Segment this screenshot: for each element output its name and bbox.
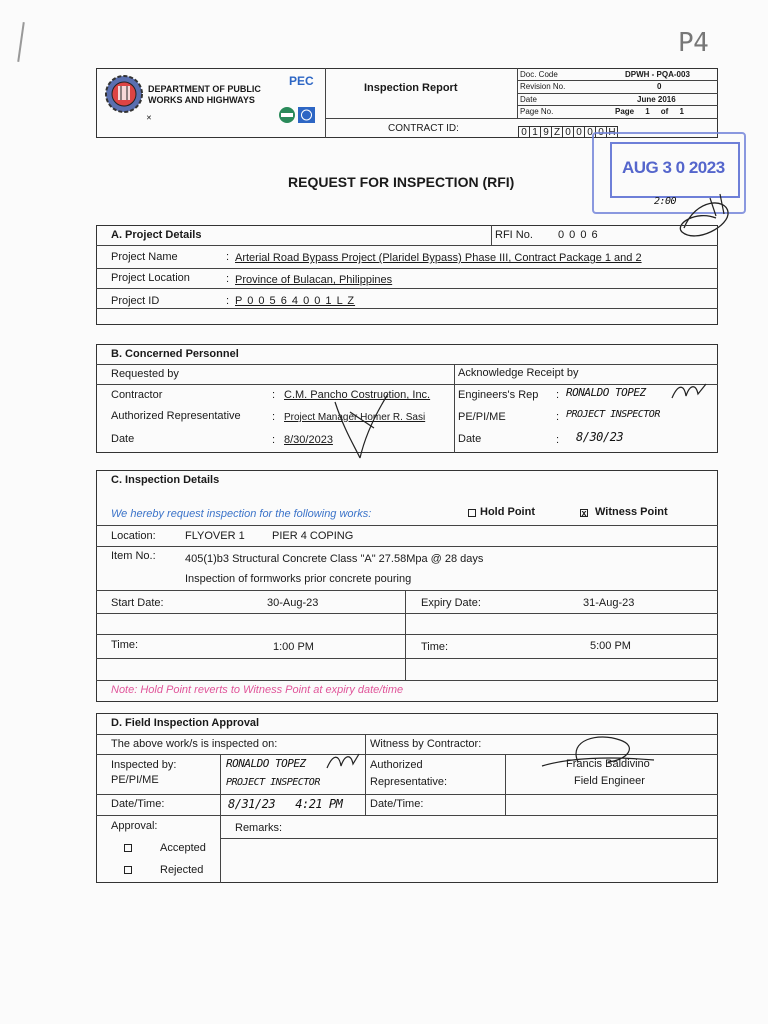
- item-no-value: 405(1)b3 Structural Concrete Class "A" 27.58Mpa @ 28 days: [185, 553, 484, 565]
- contract-id-digit: 0: [573, 126, 585, 138]
- hold-point-label: Hold Point: [480, 506, 535, 518]
- ack-date-label: Date: [458, 433, 482, 445]
- colon: :: [226, 251, 230, 263]
- dept-name-line2: WORKS AND HIGHWAYS: [148, 95, 255, 105]
- revision-value: 0: [657, 82, 662, 91]
- datetime-value: 8/31/23 4:21 PM: [228, 797, 343, 811]
- witness-point-label: Witness Point: [595, 506, 668, 518]
- report-title: Inspection Report: [364, 82, 458, 94]
- witness-contractor-label: Witness by Contractor:: [370, 738, 482, 750]
- colon: :: [556, 411, 560, 423]
- pe-label: PE/PI/ME: [458, 411, 506, 423]
- eng-rep-label: Engineers's Rep: [458, 389, 539, 401]
- auth-rep-label: Authorized Representative: [111, 410, 241, 422]
- eng-rep-value: RONALDO TOPEZ: [566, 386, 646, 399]
- inspected-on-label: The above work/s is inspected on:: [111, 738, 278, 750]
- page-title: REQUEST FOR INSPECTION (RFI): [288, 174, 515, 190]
- rfi-label: RFI No.: [495, 229, 533, 241]
- approval-label: Approval:: [111, 820, 158, 832]
- field-engineer-name: Francis Baldivino: [566, 758, 650, 770]
- dept-name-line1: DEPARTMENT OF PUBLIC: [148, 84, 261, 94]
- expiry-time-label: Time:: [421, 641, 449, 653]
- colon: :: [556, 389, 560, 401]
- accepted-checkbox[interactable]: [124, 844, 132, 852]
- ack-receipt-label: Acknowledge Receipt by: [458, 367, 579, 379]
- inspection-box: [96, 470, 718, 702]
- colon: :: [226, 295, 230, 307]
- contractor-value: C.M. Pancho Costruction, Inc.: [284, 389, 431, 401]
- start-date-label: Start Date:: [111, 597, 164, 609]
- contractor-label: Contractor: [111, 389, 163, 401]
- margin-scratch: [17, 22, 25, 62]
- location-label: Location:: [111, 530, 156, 542]
- project-name-label: Project Name: [111, 251, 178, 263]
- witness-point-checkbox[interactable]: x: [581, 508, 587, 518]
- dpwh-logo: [104, 74, 144, 114]
- personnel-date-value: 8/30/2023: [284, 434, 333, 446]
- ack-date-value: 8/30/23: [576, 430, 624, 444]
- stamp-time: 2:00: [654, 196, 677, 207]
- date-value: June 2016: [637, 95, 676, 104]
- item-description: Inspection of formworks prior concrete pouring: [185, 573, 412, 585]
- item-no-label: Item No.:: [111, 550, 156, 562]
- corner-mark: P4: [678, 28, 709, 58]
- datetime-label: Date/Time:: [111, 798, 165, 810]
- page-value: Page 1 of 1: [615, 107, 684, 116]
- contract-id-digit: Z: [551, 126, 563, 138]
- project-details-heading: A. Project Details: [111, 229, 202, 241]
- doc-code-label: Doc. Code: [520, 70, 558, 79]
- representative-label: Representative:: [370, 776, 448, 788]
- contractor-signature: [330, 392, 390, 467]
- accepted-label: Accepted: [160, 842, 206, 854]
- inspected-by-label: Inspected by:: [111, 759, 177, 771]
- inspected-by-role-label: PE/PI/ME: [111, 774, 159, 786]
- rejected-checkbox[interactable]: [124, 866, 132, 874]
- contract-id-digit: 0: [518, 126, 530, 138]
- hold-point-note: Note: Hold Point reverts to Witness Point at expiry date/time: [111, 684, 404, 696]
- contract-id-digit: 0: [562, 126, 574, 138]
- approval-heading: D. Field Inspection Approval: [111, 717, 260, 729]
- pec-label: PEC: [289, 74, 314, 88]
- doc-code-value: DPWH - PQA-003: [625, 70, 690, 79]
- contractor-datetime-label: Date/Time:: [370, 798, 424, 810]
- project-location-value: Province of Bulacan, Philippines: [235, 274, 393, 286]
- revision-label: Revision No.: [520, 82, 566, 91]
- contract-id-digit: 0: [595, 126, 607, 138]
- colon: :: [226, 273, 230, 285]
- expiry-date-label: Expiry Date:: [421, 597, 481, 609]
- remarks-label: Remarks:: [235, 822, 283, 834]
- project-location-label: Project Location: [111, 272, 190, 284]
- project-name-value: Arterial Road Bypass Project (Plaridel Bypass) Phase III, Contract Package 1 and 2: [235, 252, 642, 264]
- location-value-1: FLYOVER 1: [185, 530, 245, 542]
- hold-point-checkbox[interactable]: [468, 509, 476, 517]
- auth-rep-value: Project Manager Homer R. Sasi: [284, 412, 426, 423]
- project-id-value: P 0 0 5 6 4 0 0 1 L Z: [235, 295, 356, 307]
- contract-id-digit: 9: [540, 126, 552, 138]
- start-time-label: Time:: [111, 639, 139, 651]
- inspector-signature: [325, 752, 361, 779]
- authorized-label: Authorized: [370, 759, 423, 771]
- colon: :: [556, 434, 560, 446]
- contract-id-digit: 1: [529, 126, 541, 138]
- contract-id-digit: 0: [584, 126, 596, 138]
- colon: :: [272, 411, 276, 423]
- inspection-heading: C. Inspection Details: [111, 474, 220, 486]
- personnel-date-label: Date: [111, 433, 135, 445]
- pec-logo-icon: [278, 106, 318, 129]
- rfi-value: 0 0 0 6: [558, 229, 599, 241]
- date-label: Date: [520, 95, 537, 104]
- request-text: We hereby request inspection for the following works:: [111, 508, 372, 520]
- location-value-2: PIER 4 COPING: [272, 530, 354, 542]
- expiry-time-value: 5:00 PM: [590, 640, 631, 652]
- logo-mark: ✕: [146, 115, 152, 122]
- colon: :: [272, 434, 276, 446]
- inspector-title: PROJECT INSPECTOR: [226, 777, 320, 788]
- eng-rep-signature: [670, 380, 710, 409]
- stamp-date: AUG 3 0 2023: [622, 158, 725, 177]
- inspector-name: RONALDO TOPEZ: [226, 757, 306, 770]
- project-id-label: Project ID: [111, 295, 160, 307]
- contract-id-label: CONTRACT ID:: [388, 123, 459, 134]
- field-engineer-title: Field Engineer: [574, 775, 645, 787]
- expiry-date-value: 31-Aug-23: [583, 597, 635, 609]
- contract-id-digit: H: [606, 126, 618, 138]
- page-label: Page No.: [520, 107, 554, 116]
- requested-by-label: Requested by: [111, 368, 179, 380]
- colon: :: [272, 389, 276, 401]
- personnel-heading: B. Concerned Personnel: [111, 348, 239, 360]
- start-date-value: 30-Aug-23: [267, 597, 319, 609]
- start-time-value: 1:00 PM: [273, 641, 314, 653]
- rejected-label: Rejected: [160, 864, 204, 876]
- pe-value: PROJECT INSPECTOR: [566, 409, 660, 420]
